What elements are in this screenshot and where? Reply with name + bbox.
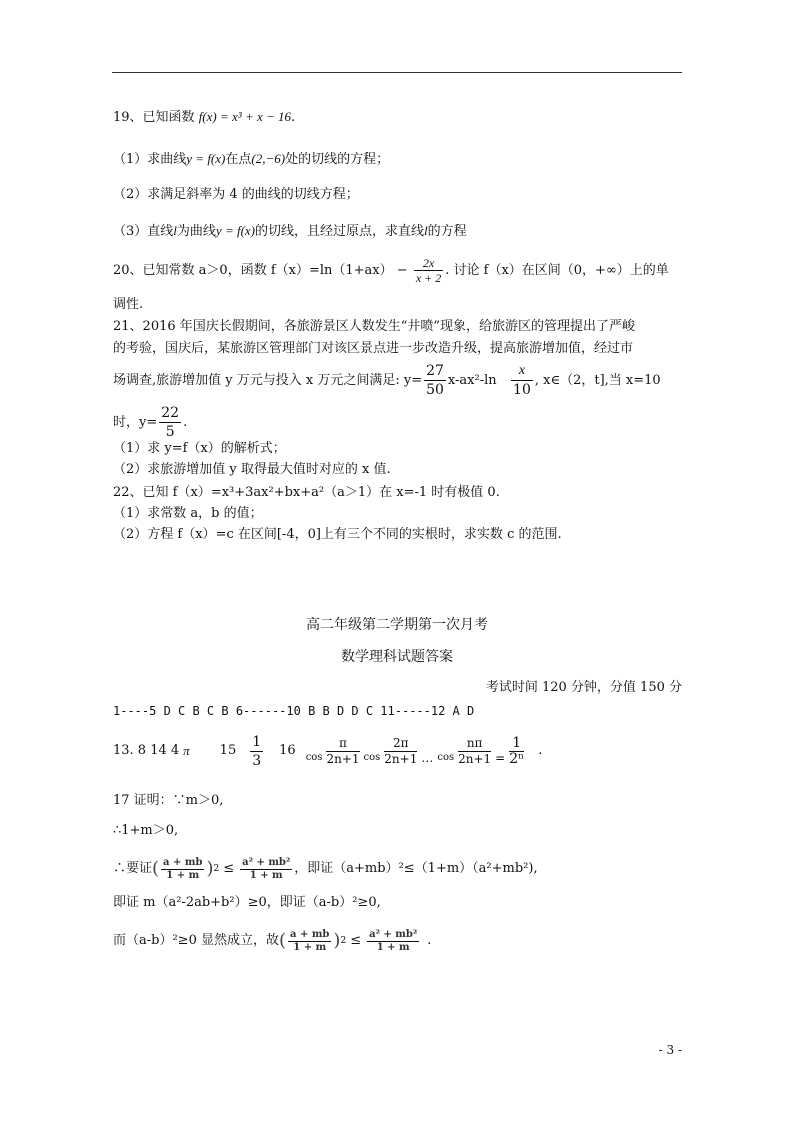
denominator: 2n+1 <box>384 751 418 766</box>
q20-line2: 调性. <box>113 297 144 312</box>
q21-line1: 21、2016 年国庆长假期间，各旅游景区人数发生“井喷”现象，给旅游区的管理提出了严峻 <box>113 319 636 334</box>
q21-part1: （1）求 y=f（x）的解析式； <box>113 441 286 456</box>
header-rule <box>112 72 682 73</box>
q21-line4 <box>113 404 187 441</box>
exponent: 2 <box>340 936 347 946</box>
paren: ( <box>152 858 160 879</box>
text: . <box>538 743 543 758</box>
q21-line2: 的考验，国庆后，某旅游区管理部门对该区景点进一步改造升级，提高旅游增加值，经过市 <box>113 341 634 356</box>
text: 16 <box>279 743 296 758</box>
numerator: 2π <box>384 736 417 752</box>
text: . 讨论 f（x）在区间（0，+∞）上的单 <box>445 263 669 278</box>
text: cos <box>437 751 455 763</box>
numerator: x <box>511 362 533 381</box>
text: 的方程 <box>427 224 467 239</box>
fraction <box>511 362 533 399</box>
text: . <box>427 933 432 948</box>
fill-answers <box>113 728 542 774</box>
math: l <box>173 223 177 238</box>
q22-line1: 22、已知 f（x）=x³+3ax²+bx+a²（a＞1）在 x=-1 时有极值 0. <box>113 485 500 500</box>
q19-head: 19、已知函数 <box>113 110 195 125</box>
text: ，即证（a+mb）²≤（1+m）（a²+mb²), <box>294 861 538 876</box>
q21-line3 <box>113 362 661 399</box>
numerator: a + mb <box>290 928 330 940</box>
text: 20、已知常数 a＞0，函数 f（x）=ln（1+ax） − <box>113 263 408 278</box>
text: = <box>495 750 506 765</box>
q19-part1 <box>113 150 389 169</box>
numerator: π <box>326 736 359 752</box>
cos-product <box>306 736 525 767</box>
math: y = f(x) <box>215 223 256 238</box>
q19-part3 <box>113 222 467 241</box>
denominator: 50 <box>426 382 444 398</box>
denominator: 1 + m <box>249 869 283 881</box>
numerator: a + mb <box>163 856 203 868</box>
fraction <box>240 857 292 882</box>
q22-part2: （2）方程 f（x）=c 在区间[-4，0]上有三个不同的实根时，求实数 c 的范围. <box>113 527 562 542</box>
proof-line2: ∴1+m＞0, <box>113 823 179 838</box>
fraction <box>458 736 491 767</box>
denominator: 2n+1 <box>458 751 492 766</box>
fraction <box>159 404 181 441</box>
text: （1）求曲线 <box>113 152 187 167</box>
text: 处的切线的方程； <box>285 152 390 167</box>
denominator: 10 <box>513 382 531 398</box>
text: ∴要证 <box>113 861 153 876</box>
text: 时，y= <box>113 415 158 430</box>
text: 场调查,旅游增加值 y 万元与投入 x 万元之间满足: y= <box>113 373 423 388</box>
mc-answers: 1----5 D C B C B 6------10 B B D D C 11-----12 A D <box>113 704 475 718</box>
denominator: 1 + m <box>166 869 200 881</box>
q19-func: f(x) = x³ + x − 16 <box>198 109 291 124</box>
text: 15 <box>219 743 237 758</box>
text: 在点 <box>225 152 252 167</box>
answers-title: 高二年级第二学期第一次月考 <box>306 617 488 633</box>
math: l <box>424 223 428 238</box>
text: 13. 8 14 4 <box>113 743 180 758</box>
q19-part2: （2）求满足斜率为 4 的曲线的切线方程； <box>113 187 359 202</box>
text: ≤ <box>350 933 362 948</box>
denominator: 1 + m <box>293 941 327 953</box>
fraction <box>288 929 331 954</box>
fraction <box>424 362 446 399</box>
proof-line3 <box>113 848 538 890</box>
numerator: 27 <box>426 363 444 379</box>
exam-time: 考试时间 120 分钟，分值 150 分 <box>485 680 682 695</box>
numerator: a² + mb² <box>369 928 418 940</box>
text: 的切线，且经过原点，求直线 <box>255 224 425 239</box>
exponent: 2 <box>213 864 220 874</box>
denominator: x + 2 <box>415 271 442 285</box>
numerator: 2x <box>414 256 443 271</box>
text: , x∈（2，t],当 x=10 <box>534 373 661 388</box>
q20-line1 <box>113 256 669 285</box>
fraction <box>509 736 524 767</box>
proof-line5 <box>113 920 431 962</box>
text: … <box>421 750 434 765</box>
text: 而（a-b）²≥0 显然成立，故 <box>113 933 279 948</box>
text: . <box>183 415 188 430</box>
page-number: - 3 - <box>658 1043 682 1057</box>
paren: ) <box>206 858 214 879</box>
paren: ( <box>278 930 287 951</box>
denominator: 2ⁿ <box>509 750 525 767</box>
fraction <box>367 929 419 954</box>
text: （3）直线 <box>113 224 174 239</box>
text: cos <box>363 751 381 763</box>
proof-line4: 即证 m（a²-2ab+b²）≥0，即证（a-b）²≥0, <box>113 895 381 910</box>
q19-line <box>113 108 295 127</box>
paren: ) <box>333 930 341 951</box>
denominator: 2n+1 <box>326 751 360 766</box>
numerator: nπ <box>458 736 491 752</box>
text: x-ax²-ln <box>447 373 497 388</box>
math: π <box>183 743 190 758</box>
numerator: a² + mb² <box>242 856 291 868</box>
fraction <box>161 857 204 882</box>
q19-tail: . <box>290 110 296 125</box>
proof-line1: 17 证明：∵m＞0, <box>113 793 224 808</box>
q21-part2: （2）求旅游增加值 y 取得最大值时对应的 x 值. <box>113 462 391 477</box>
fraction <box>414 256 443 285</box>
denominator: 3 <box>252 752 262 769</box>
text: 为曲线 <box>176 224 216 239</box>
text: ≤ <box>223 861 235 876</box>
fraction <box>384 736 417 767</box>
denominator: 1 + m <box>376 941 410 953</box>
numerator: 1 <box>509 736 524 752</box>
math: (2,−6) <box>251 151 286 166</box>
q22-part1: （1）求常数 a，b 的值； <box>113 506 263 521</box>
text: cos <box>305 751 323 763</box>
numerator: 1 <box>252 733 262 750</box>
fraction <box>326 736 359 767</box>
answers-subtitle: 数学理科试题答案 <box>341 649 453 665</box>
math: y = f(x) <box>186 151 226 166</box>
numerator: 22 <box>161 405 180 421</box>
denominator: 5 <box>165 424 175 440</box>
fraction <box>250 733 263 770</box>
